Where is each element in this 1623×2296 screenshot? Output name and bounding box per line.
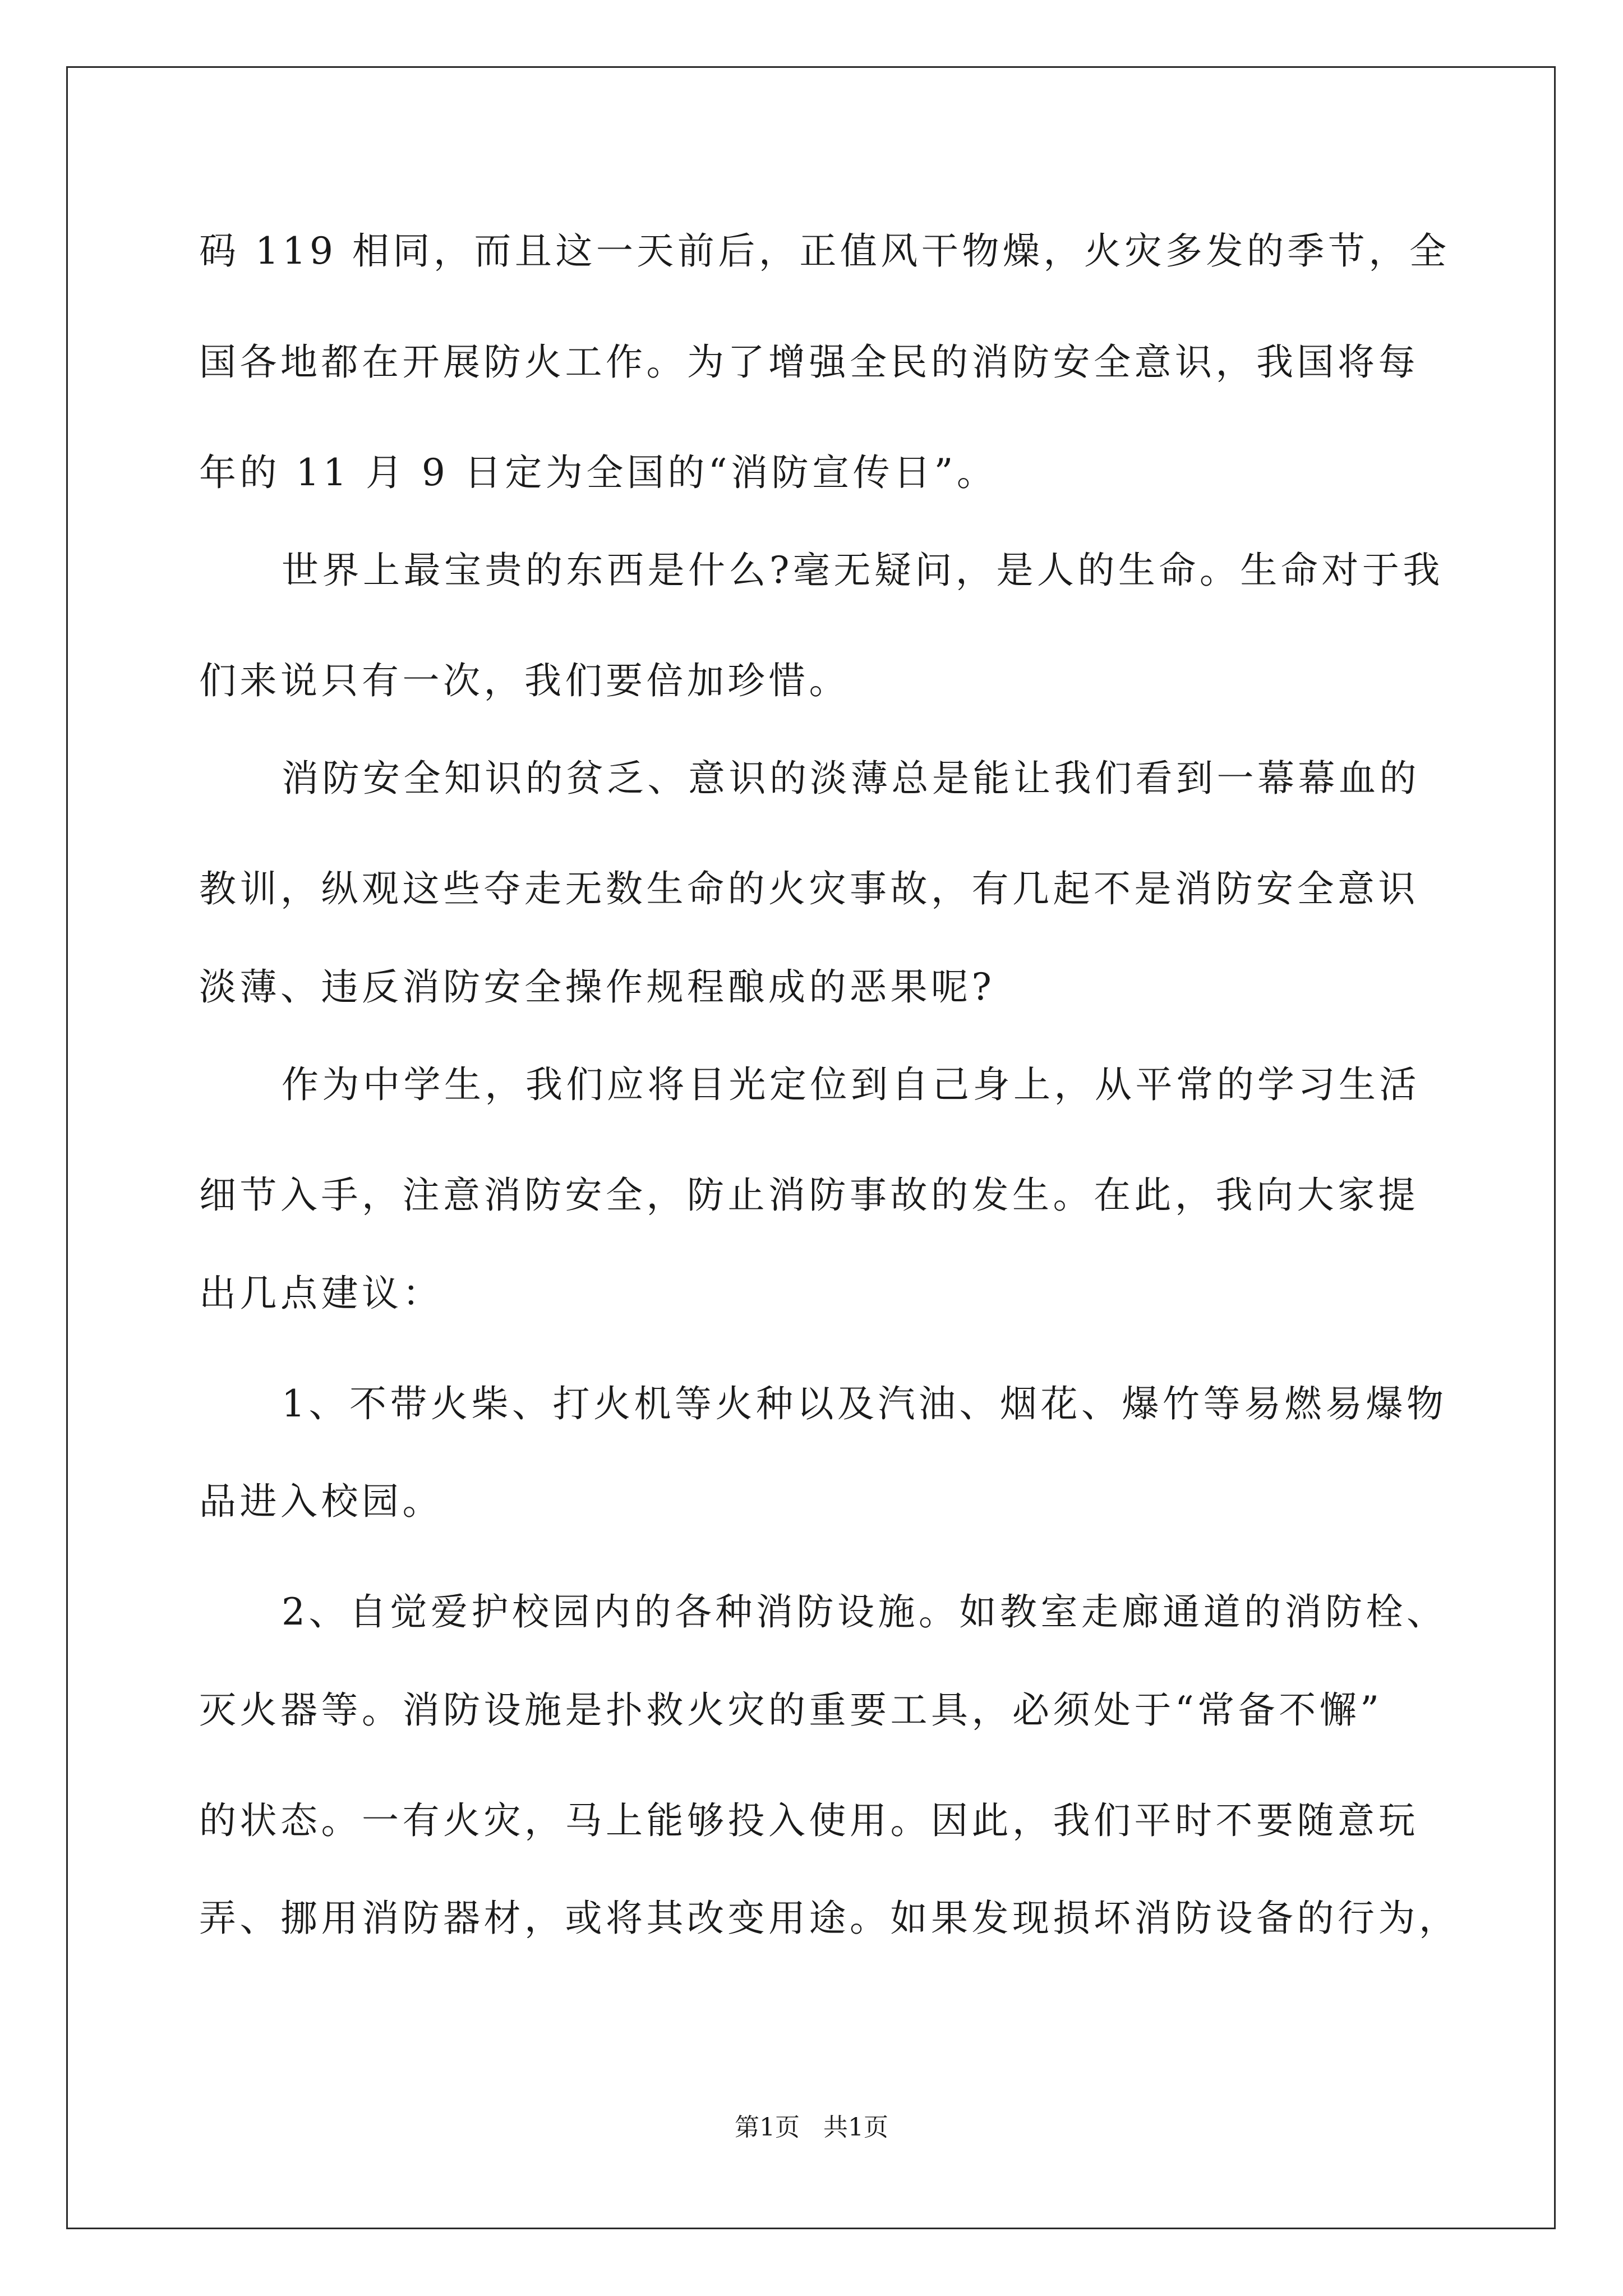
paragraph-first-line: 世界上最宝贵的东西是什么?毫无疑问，是人的生命。生命对于我 <box>282 549 1444 592</box>
list-item-first-line: 1、不带火柴、打火机等火种以及汽油、烟花、爆竹等易燃易爆物 <box>282 1382 1447 1425</box>
paragraph-first-line: 消防安全知识的贫乏、意识的淡薄总是能让我们看到一幕幕血的 <box>282 757 1420 800</box>
page-footer: 第1页 共1页 <box>735 2113 888 2142</box>
list-item-first-line: 2、自觉爱护校园内的各种消防设施。如教室走廊通道的消防栓、 <box>282 1590 1447 1634</box>
text-line: 教训，纵观这些夺走无数生命的火灾事故，有几起不是消防安全意识 <box>199 867 1419 910</box>
text-line: 弄、挪用消防器材，或将其改变用途。如果发现损坏消防设备的行为， <box>199 1897 1460 1940</box>
paragraph-first-line: 作为中学生，我们应将目光定位到自己身上，从平常的学习生活 <box>282 1063 1420 1106</box>
text-line: 国各地都在开展防火工作。为了增强全民的消防安全意识，我国将每 <box>199 341 1419 384</box>
text-line: 细节入手，注意消防安全，防止消防事故的发生。在此，我向大家提 <box>199 1174 1419 1217</box>
text-line: 年的 11 月 9 日定为全国的“消防宣传日”。 <box>199 451 998 494</box>
text-line: 灭火器等。消防设施是扑救火灾的重要工具，必须处于“常备不懈” <box>199 1688 1383 1732</box>
text-line: 出几点建议： <box>199 1272 443 1315</box>
text-line: 品进入校园。 <box>199 1480 443 1523</box>
text-line: 们来说只有一次，我们要倍加珍惜。 <box>199 659 850 702</box>
text-line: 的状态。一有火灾，马上能够投入使用。因此，我们平时不要随意玩 <box>199 1799 1419 1842</box>
text-line: 淡薄、违反消防安全操作规程酿成的恶果呢? <box>199 965 995 1009</box>
text-line: 码 119 相同，而且这一天前后，正值风干物燥，火灾多发的季节，全 <box>199 229 1450 273</box>
